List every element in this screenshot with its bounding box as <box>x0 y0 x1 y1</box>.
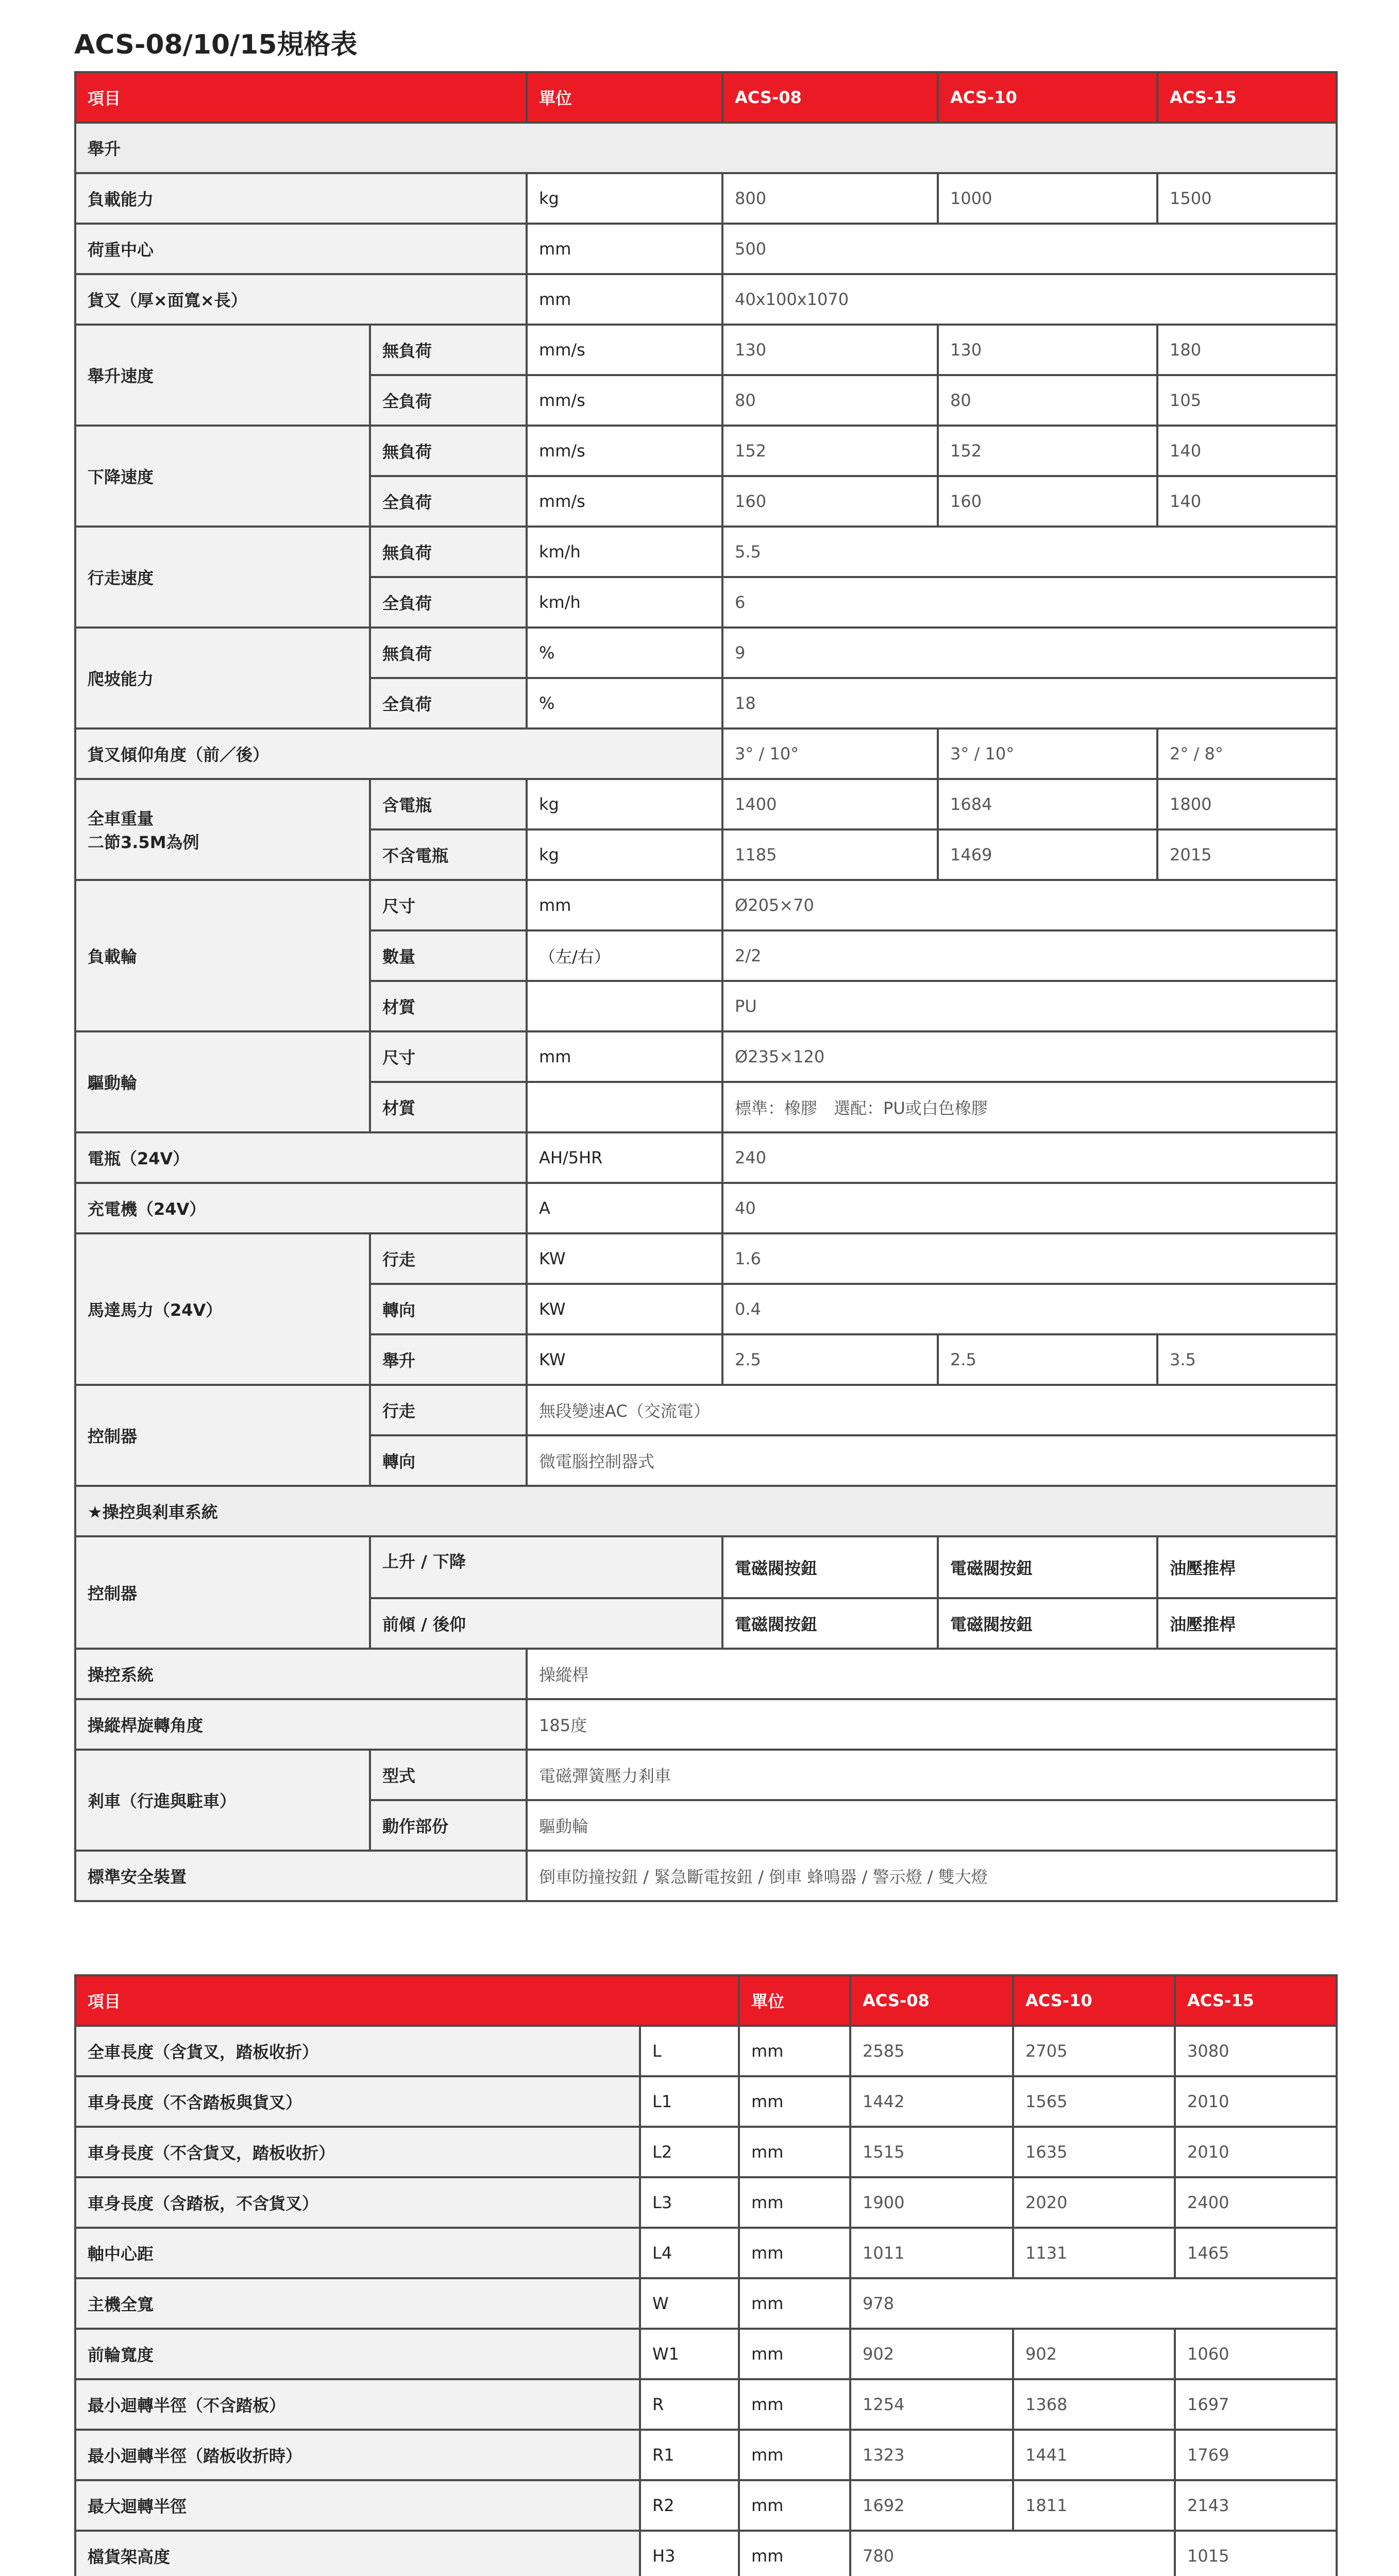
value-cell: 1469 <box>938 829 1157 880</box>
value-cell: 18 <box>722 678 1337 728</box>
value-cell: 152 <box>722 426 938 476</box>
sub-label: 轉向 <box>370 1435 527 1486</box>
table-row <box>75 274 1337 325</box>
row-label <box>75 779 370 880</box>
row-label: 充電機（24V） <box>75 1183 527 1233</box>
unit-cell: mm/s <box>527 426 722 476</box>
value-cell: 1011 <box>850 2228 1013 2278</box>
row-label: 舉升速度 <box>75 325 370 426</box>
value-cell: 1015 <box>1175 2531 1337 2576</box>
unit-cell: mm <box>739 2026 850 2076</box>
table-row <box>75 2177 1337 2228</box>
spec-table <box>74 71 1338 1902</box>
sub-label: 全負荷 <box>370 577 527 628</box>
row-label: 標準安全裝置 <box>75 1851 527 1901</box>
value-cell: 2010 <box>1175 2076 1337 2127</box>
header-item: 項目 <box>75 1975 739 2026</box>
table-row <box>75 2430 1337 2480</box>
value-cell: 1565 <box>1013 2076 1175 2127</box>
section-control: ★操控與剎車系統 <box>75 1486 1337 1536</box>
value-cell: 1515 <box>850 2127 1013 2177</box>
value-cell: 1769 <box>1175 2430 1337 2480</box>
row-label: 車身長度（不含貨叉，踏板收折） <box>75 2127 640 2177</box>
value-cell: 1323 <box>850 2430 1013 2480</box>
table-row <box>75 1851 1337 1901</box>
unit-cell: mm <box>739 2329 850 2379</box>
header-model: ACS-10 <box>938 72 1157 123</box>
value-cell: 902 <box>1013 2329 1175 2379</box>
unit-cell: mm <box>739 2278 850 2329</box>
section-row <box>75 123 1337 173</box>
value-cell: 油壓推桿 <box>1157 1536 1337 1598</box>
table-row <box>75 224 1337 274</box>
row-label: 爬坡能力 <box>75 628 370 728</box>
value-cell: 80 <box>938 375 1157 426</box>
value-cell: 780 <box>850 2531 1175 2576</box>
value-cell: 1500 <box>1157 173 1337 224</box>
value-cell: 2.5 <box>938 1334 1157 1385</box>
value-cell: 1811 <box>1013 2480 1175 2531</box>
value-cell: 2585 <box>850 2026 1013 2076</box>
value-cell: 電磁閥按鈕 <box>722 1536 938 1598</box>
sub-label: 無負荷 <box>370 426 527 476</box>
header-unit: 單位 <box>527 72 722 123</box>
table-row <box>75 527 1337 577</box>
table-row <box>75 2531 1337 2576</box>
value-cell: 80 <box>722 375 938 426</box>
value-cell: 160 <box>938 476 1157 527</box>
sub-label: 行走 <box>370 1385 527 1435</box>
unit-cell: mm <box>527 880 722 930</box>
unit-cell: km/h <box>527 577 722 628</box>
unit-cell: mm <box>739 2480 850 2531</box>
value-cell: Ø205×70 <box>722 880 1337 930</box>
unit-cell: mm <box>739 2379 850 2430</box>
row-label: 行走速度 <box>75 527 370 628</box>
value-cell: 2.5 <box>722 1334 938 1385</box>
unit-cell: KW <box>527 1334 722 1385</box>
row-label: 控制器 <box>75 1536 370 1649</box>
unit-cell: mm/s <box>527 325 722 375</box>
table-row <box>75 426 1337 476</box>
value-cell: 1465 <box>1175 2228 1337 2278</box>
sub-label: 前傾 / 後仰 <box>370 1598 722 1649</box>
table-row <box>75 779 1337 829</box>
sub-label: 全負荷 <box>370 678 527 728</box>
sub-label: 舉升 <box>370 1334 527 1385</box>
section-row <box>75 1486 1337 1536</box>
sub-label: 尺寸 <box>370 880 527 930</box>
value-cell: 驅動輪 <box>527 1800 1337 1851</box>
value-cell: 6 <box>722 577 1337 628</box>
unit-cell: （左/右） <box>527 930 722 981</box>
value-cell: 微電腦控制器式 <box>527 1435 1337 1486</box>
value-cell: 電磁彈簧壓力剎車 <box>527 1750 1337 1800</box>
unit-cell: % <box>527 678 722 728</box>
symbol-cell: L1 <box>640 2076 739 2127</box>
value-cell: 操縱桿 <box>527 1649 1337 1699</box>
value-cell: 1635 <box>1013 2127 1175 2177</box>
value-cell: PU <box>722 981 1337 1031</box>
symbol-cell: H3 <box>640 2531 739 2576</box>
table-row <box>75 2026 1337 2076</box>
table-row <box>75 2329 1337 2379</box>
table-row <box>75 1031 1337 1082</box>
unit-cell: mm <box>739 2531 850 2576</box>
value-cell: 1368 <box>1013 2379 1175 2430</box>
value-cell: 3° / 10° <box>722 728 938 779</box>
value-cell: 1684 <box>938 779 1157 829</box>
row-label: 貨叉（厚×面寬×長） <box>75 274 527 325</box>
value-cell: 2400 <box>1175 2177 1337 2228</box>
unit-cell: mm/s <box>527 375 722 426</box>
table-row <box>75 2076 1337 2127</box>
unit-cell: KW <box>527 1284 722 1334</box>
value-cell: 1254 <box>850 2379 1013 2430</box>
row-label: 最小迴轉半徑（不含踏板） <box>75 2379 640 2430</box>
row-label: 主機全寬 <box>75 2278 640 2329</box>
value-cell: 3.5 <box>1157 1334 1337 1385</box>
sub-label: 不含電瓶 <box>370 829 527 880</box>
value-cell: 1060 <box>1175 2329 1337 2379</box>
value-cell: 40x100x1070 <box>722 274 1337 325</box>
value-cell: 電磁閥按鈕 <box>938 1598 1157 1649</box>
header-unit: 單位 <box>739 1975 850 2026</box>
row-label: 車身長度（含踏板，不含貨叉） <box>75 2177 640 2228</box>
value-cell: 2/2 <box>722 930 1337 981</box>
row-label: 負載能力 <box>75 173 527 224</box>
unit-cell: mm <box>739 2127 850 2177</box>
table-row <box>75 1536 1337 1598</box>
page-title: ACS-08/10/15規格表 <box>74 29 358 60</box>
value-cell: 3080 <box>1175 2026 1337 2076</box>
unit-cell <box>527 1082 722 1132</box>
row-label: 最小迴轉半徑（踏板收折時） <box>75 2430 640 2480</box>
value-cell: 1442 <box>850 2076 1013 2127</box>
value-cell: 978 <box>850 2278 1337 2329</box>
value-cell: 140 <box>1157 426 1337 476</box>
unit-cell: AH/5HR <box>527 1132 722 1183</box>
unit-cell: mm/s <box>527 476 722 527</box>
symbol-cell: R1 <box>640 2430 739 2480</box>
table-row <box>75 1649 1337 1699</box>
row-label: 馬達馬力（24V） <box>75 1233 370 1385</box>
value-cell: 40 <box>722 1183 1337 1233</box>
value-cell: 油壓推桿 <box>1157 1598 1337 1649</box>
value-cell: 0.4 <box>722 1284 1337 1334</box>
row-label: 車身長度（不含踏板與貨叉） <box>75 2076 640 2127</box>
value-cell: 3° / 10° <box>938 728 1157 779</box>
value-cell: 電磁閥按鈕 <box>722 1598 938 1649</box>
value-cell: 電磁閥按鈕 <box>938 1536 1157 1598</box>
value-cell: 240 <box>722 1132 1337 1183</box>
sub-label: 全負荷 <box>370 476 527 527</box>
value-cell: 9 <box>722 628 1337 678</box>
weight-sublabel: 二節3.5M為例 <box>88 833 199 852</box>
row-label: 軸中心距 <box>75 2228 640 2278</box>
table-row <box>75 1233 1337 1284</box>
value-cell: Ø235×120 <box>722 1031 1337 1082</box>
sub-label: 無負荷 <box>370 628 527 678</box>
table-row <box>75 880 1337 930</box>
value-cell: 2143 <box>1175 2480 1337 2531</box>
unit-cell: A <box>527 1183 722 1233</box>
value-cell: 130 <box>938 325 1157 375</box>
symbol-cell: R2 <box>640 2480 739 2531</box>
table-header-row <box>75 1975 1337 2026</box>
value-cell: 無段變速AC（交流電） <box>527 1385 1337 1435</box>
table-header-row <box>75 72 1337 123</box>
value-cell: 185度 <box>527 1699 1337 1750</box>
row-label: 剎車（行進與駐車） <box>75 1750 370 1851</box>
value-cell: 5.5 <box>722 527 1337 577</box>
row-label: 驅動輪 <box>75 1031 370 1132</box>
unit-cell: mm <box>739 2228 850 2278</box>
unit-cell <box>527 981 722 1031</box>
unit-cell: mm <box>739 2076 850 2127</box>
sub-label: 上升 / 下降 <box>370 1536 722 1598</box>
sub-label: 尺寸 <box>370 1031 527 1082</box>
table-row <box>75 1699 1337 1750</box>
value-cell: 500 <box>722 224 1337 274</box>
table-row <box>75 2480 1337 2531</box>
header-item: 項目 <box>75 72 527 123</box>
row-label: 檔貨架高度 <box>75 2531 640 2576</box>
value-cell: 1800 <box>1157 779 1337 829</box>
value-cell: 1.6 <box>722 1233 1337 1284</box>
value-cell: 105 <box>1157 375 1337 426</box>
table-row <box>75 173 1337 224</box>
header-model: ACS-10 <box>1013 1975 1175 2026</box>
unit-cell: kg <box>527 829 722 880</box>
value-cell: 1697 <box>1175 2379 1337 2430</box>
sub-label: 無負荷 <box>370 325 527 375</box>
value-cell: 140 <box>1157 476 1337 527</box>
sub-label: 數量 <box>370 930 527 981</box>
value-cell: 130 <box>722 325 938 375</box>
section-lift: 舉升 <box>75 123 1337 173</box>
table-row <box>75 1183 1337 1233</box>
unit-cell: kg <box>527 173 722 224</box>
value-cell: 800 <box>722 173 938 224</box>
table-row <box>75 325 1337 375</box>
value-cell: 1900 <box>850 2177 1013 2228</box>
unit-cell: mm <box>739 2430 850 2480</box>
sub-label: 動作部份 <box>370 1800 527 1851</box>
value-cell: 160 <box>722 476 938 527</box>
value-cell: 倒車防撞按鈕 / 緊急斷電按鈕 / 倒車 蜂鳴器 / 警示燈 / 雙大燈 <box>527 1851 1337 1901</box>
value-cell: 902 <box>850 2329 1013 2379</box>
row-label: 控制器 <box>75 1385 370 1486</box>
row-label: 前輪寬度 <box>75 2329 640 2379</box>
value-cell: 2015 <box>1157 829 1337 880</box>
symbol-cell: R <box>640 2379 739 2430</box>
sub-label: 全負荷 <box>370 375 527 426</box>
row-label: 操縱桿旋轉角度 <box>75 1699 527 1750</box>
symbol-cell: W1 <box>640 2329 739 2379</box>
table-row <box>75 1132 1337 1183</box>
header-model: ACS-15 <box>1157 72 1337 123</box>
value-cell: 2° / 8° <box>1157 728 1337 779</box>
table-row <box>75 728 1337 779</box>
row-label: 全車長度（含貨叉，踏板收折） <box>75 2026 640 2076</box>
unit-cell: kg <box>527 779 722 829</box>
unit-cell: mm <box>739 2177 850 2228</box>
unit-cell: KW <box>527 1233 722 1284</box>
row-label: 電瓶（24V） <box>75 1132 527 1183</box>
table-row <box>75 2127 1337 2177</box>
value-cell: 1441 <box>1013 2430 1175 2480</box>
row-label: 荷重中心 <box>75 224 527 274</box>
table-row <box>75 2278 1337 2329</box>
table-row <box>75 2228 1337 2278</box>
unit-cell: km/h <box>527 527 722 577</box>
header-model: ACS-08 <box>850 1975 1013 2026</box>
sub-label: 含電瓶 <box>370 779 527 829</box>
row-label: 操控系統 <box>75 1649 527 1699</box>
value-cell: 1131 <box>1013 2228 1175 2278</box>
sub-label: 材質 <box>370 1082 527 1132</box>
sub-label: 轉向 <box>370 1284 527 1334</box>
value-cell: 1400 <box>722 779 938 829</box>
value-cell: 180 <box>1157 325 1337 375</box>
unit-cell: % <box>527 628 722 678</box>
sub-label: 型式 <box>370 1750 527 1800</box>
unit-cell: mm <box>527 224 722 274</box>
header-model: ACS-15 <box>1175 1975 1337 2026</box>
value-cell: 1185 <box>722 829 938 880</box>
dimension-table-body <box>75 2026 1337 2576</box>
value-cell: 1692 <box>850 2480 1013 2531</box>
sub-label: 材質 <box>370 981 527 1031</box>
row-label: 貨叉傾仰角度（前／後） <box>75 728 722 779</box>
row-label: 下降速度 <box>75 426 370 527</box>
table-row <box>75 1750 1337 1800</box>
symbol-cell: L3 <box>640 2177 739 2228</box>
weight-label: 全車重量 <box>88 809 154 828</box>
value-cell: 2705 <box>1013 2026 1175 2076</box>
symbol-cell: L2 <box>640 2127 739 2177</box>
table-row <box>75 2379 1337 2430</box>
value-cell: 1000 <box>938 173 1157 224</box>
symbol-cell: W <box>640 2278 739 2329</box>
symbol-cell: L <box>640 2026 739 2076</box>
unit-cell: mm <box>527 274 722 325</box>
sub-label: 行走 <box>370 1233 527 1284</box>
value-cell: 152 <box>938 426 1157 476</box>
unit-cell: mm <box>527 1031 722 1082</box>
row-label: 負載輪 <box>75 880 370 1031</box>
sub-label: 無負荷 <box>370 527 527 577</box>
table-row <box>75 628 1337 678</box>
row-label: 最大迴轉半徑 <box>75 2480 640 2531</box>
table-row <box>75 1385 1337 1435</box>
value-cell: 2010 <box>1175 2127 1337 2177</box>
header-model: ACS-08 <box>722 72 938 123</box>
dimension-table <box>74 1974 1338 2576</box>
value-cell: 標準：橡膠 選配：PU或白色橡膠 <box>722 1082 1337 1132</box>
symbol-cell: L4 <box>640 2228 739 2278</box>
value-cell: 2020 <box>1013 2177 1175 2228</box>
